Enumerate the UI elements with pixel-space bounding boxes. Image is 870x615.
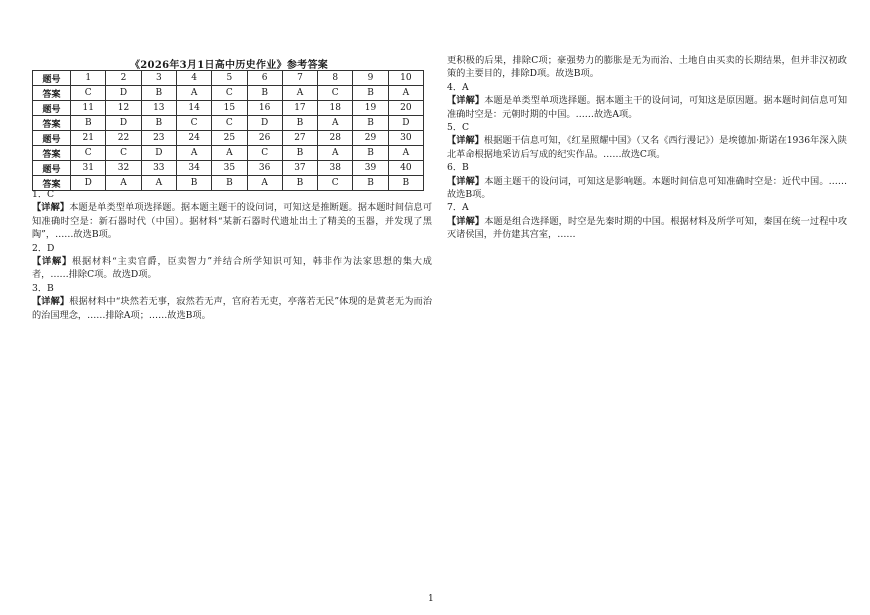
- left-column: [32, 188, 432, 322]
- table-cell: D: [247, 116, 282, 131]
- table-cell: A: [176, 146, 211, 161]
- table-cell: A: [388, 86, 423, 101]
- explanation-text: 根据材料“主卖官爵，臣卖智力”并结合所学知识可知，韩非作为法家思想的集大成者，……排除C项。故选D项。: [32, 256, 432, 281]
- table-row: [33, 71, 424, 86]
- table-row: [33, 131, 424, 146]
- explanation-paragraph: [447, 134, 847, 161]
- table-cell: 25: [212, 131, 247, 146]
- table-cell: B: [353, 176, 388, 191]
- table-cell: A: [388, 146, 423, 161]
- table-cell: 38: [318, 161, 353, 176]
- table-cell: D: [106, 116, 141, 131]
- table-cell: B: [176, 176, 211, 191]
- table-cell: B: [353, 86, 388, 101]
- table-cell: 16: [247, 101, 282, 116]
- table-cell: 13: [141, 101, 176, 116]
- explanation-paragraph: [32, 295, 432, 322]
- explanation-text: 根据题干信息可知，《红星照耀中国》（又名《西行漫记》）是埃德加·斯诺在1936年深入陕北革命根据地采访后写成的纪实作品。……故选C项。: [447, 135, 847, 160]
- table-cell: 36: [247, 161, 282, 176]
- row-label: 答案: [33, 116, 71, 131]
- explanation-paragraph: [447, 94, 847, 121]
- detail-label: 【详解】: [447, 95, 485, 107]
- row-label: 题号: [33, 161, 71, 176]
- table-cell: 3: [141, 71, 176, 86]
- detail-label: 【详解】: [32, 202, 70, 214]
- table-cell: 17: [282, 101, 317, 116]
- table-cell: 26: [247, 131, 282, 146]
- table-cell: A: [282, 86, 317, 101]
- detail-label: 【详解】: [32, 296, 70, 308]
- table-cell: 40: [388, 161, 423, 176]
- table-cell: 2: [106, 71, 141, 86]
- question-number: 7．A: [447, 202, 469, 214]
- table-cell: 5: [212, 71, 247, 86]
- table-cell: 12: [106, 101, 141, 116]
- table-cell: D: [141, 146, 176, 161]
- table-cell: A: [318, 116, 353, 131]
- row-label: 答案: [33, 146, 71, 161]
- explanation-paragraph: [447, 175, 847, 202]
- explanation-paragraph: [32, 255, 432, 282]
- table-row: [33, 161, 424, 176]
- detail-label: 【详解】: [447, 215, 485, 227]
- question-number: 4．A: [447, 81, 469, 93]
- row-label: 题号: [33, 101, 71, 116]
- explanation-text: 本题是单类型单项选择题。据本题主干的设问词，可知这是原因题。据本题时间信息可知准确时空是：元朝时期的中国。……故选A项。: [447, 95, 848, 120]
- table-cell: A: [176, 86, 211, 101]
- table-cell: 23: [141, 131, 176, 146]
- detail-label: 【详解】: [447, 135, 484, 147]
- table-cell: C: [71, 146, 106, 161]
- table-cell: B: [212, 176, 247, 191]
- table-cell: 15: [212, 101, 247, 116]
- table-cell: C: [212, 116, 247, 131]
- right-column: [447, 54, 847, 242]
- row-label: 题号: [33, 71, 71, 86]
- table-cell: A: [141, 176, 176, 191]
- table-cell: C: [106, 146, 141, 161]
- table-cell: 39: [353, 161, 388, 176]
- question-number: 5．C: [447, 122, 470, 134]
- detail-label: 【详解】: [447, 175, 485, 187]
- table-cell: D: [71, 176, 106, 191]
- table-cell: 30: [388, 131, 423, 146]
- explanation-text: 本题主题干的设问词，可知这是影响题。本题时间信息可知准确时空是：近代中国。……故选B项。: [447, 175, 848, 201]
- table-cell: 14: [176, 101, 211, 116]
- table-cell: B: [282, 116, 317, 131]
- table-cell: 1: [71, 71, 106, 86]
- table-cell: D: [106, 86, 141, 101]
- table-row: [33, 116, 424, 131]
- table-row: [33, 86, 424, 101]
- table-cell: C: [318, 86, 353, 101]
- explanation-paragraph: [447, 215, 847, 242]
- table-cell: 32: [106, 161, 141, 176]
- table-cell: B: [282, 146, 317, 161]
- table-cell: 24: [176, 131, 211, 146]
- explanation-paragraph: [32, 201, 432, 241]
- explanation-text: 本题是组合选择题，时空是先秦时期的中国。根据材料及所学可知，秦国在统一过程中攻灭诸侯国，并仿建其宫室，……: [447, 215, 848, 241]
- table-cell: 10: [388, 71, 423, 86]
- table-cell: A: [106, 176, 141, 191]
- page-number: 1: [428, 594, 434, 604]
- page-title: 《2026年3月1日高中历史作业》参考答案: [130, 60, 329, 71]
- table-cell: 27: [282, 131, 317, 146]
- table-cell: C: [176, 116, 211, 131]
- table-row: [33, 146, 424, 161]
- right-lead-paragraph: 更积极的后果，排除C项；豪强势力的膨胀是无为而治、土地自由买卖的长期结果，但并非汉初政策的主要目的，排除D项。故选B项。: [447, 55, 847, 80]
- table-cell: B: [247, 86, 282, 101]
- table-cell: 20: [388, 101, 423, 116]
- question-number: 6．B: [447, 162, 469, 174]
- table-cell: 9: [353, 71, 388, 86]
- table-cell: 29: [353, 131, 388, 146]
- row-label: 答案: [33, 86, 71, 101]
- table-cell: B: [388, 176, 423, 191]
- table-cell: D: [388, 116, 423, 131]
- table-cell: B: [71, 116, 106, 131]
- table-cell: B: [141, 86, 176, 101]
- question-number: 3．B: [32, 282, 54, 294]
- question-number: 1．C: [32, 189, 55, 200]
- table-cell: B: [282, 176, 317, 191]
- table-cell: 35: [212, 161, 247, 176]
- table-cell: B: [141, 116, 176, 131]
- table-cell: 37: [282, 161, 317, 176]
- table-cell: 33: [141, 161, 176, 176]
- detail-label: 【详解】: [32, 256, 72, 268]
- table-cell: A: [247, 176, 282, 191]
- table-cell: 4: [176, 71, 211, 86]
- table-cell: C: [247, 146, 282, 161]
- table-cell: 34: [176, 161, 211, 176]
- question-number: 2．D: [32, 242, 55, 254]
- table-cell: 31: [71, 161, 106, 176]
- explanation-text: 本题是单类型单项选择题。据本题主题干的设问词，可知这是推断题。据本题时间信息可知准确时空是：新石器时代（中国）。据材料“某新石器时代遗址出土了精美的玉器，并发现了黑陶”，……故选B项。: [32, 202, 433, 241]
- table-cell: B: [353, 116, 388, 131]
- table-cell: A: [212, 146, 247, 161]
- table-cell: 18: [318, 101, 353, 116]
- table-cell: B: [353, 146, 388, 161]
- table-cell: 21: [71, 131, 106, 146]
- table-cell: 28: [318, 131, 353, 146]
- table-cell: A: [318, 146, 353, 161]
- answer-table: [32, 70, 424, 191]
- row-label: 答案: [33, 176, 71, 191]
- table-cell: 8: [318, 71, 353, 86]
- row-label: 题号: [33, 131, 71, 146]
- table-cell: C: [71, 86, 106, 101]
- table-cell: 19: [353, 101, 388, 116]
- table-cell: C: [318, 176, 353, 191]
- table-cell: 11: [71, 101, 106, 116]
- table-cell: 7: [282, 71, 317, 86]
- table-cell: 6: [247, 71, 282, 86]
- table-cell: C: [212, 86, 247, 101]
- table-row: [33, 101, 424, 116]
- table-cell: 22: [106, 131, 141, 146]
- explanation-text: 根据材料中“块然若无事，寂然若无声，官府若无吏，亭落若无民”体现的是黄老无为而治的治国理念，……排除A项；……故选B项。: [32, 296, 433, 321]
